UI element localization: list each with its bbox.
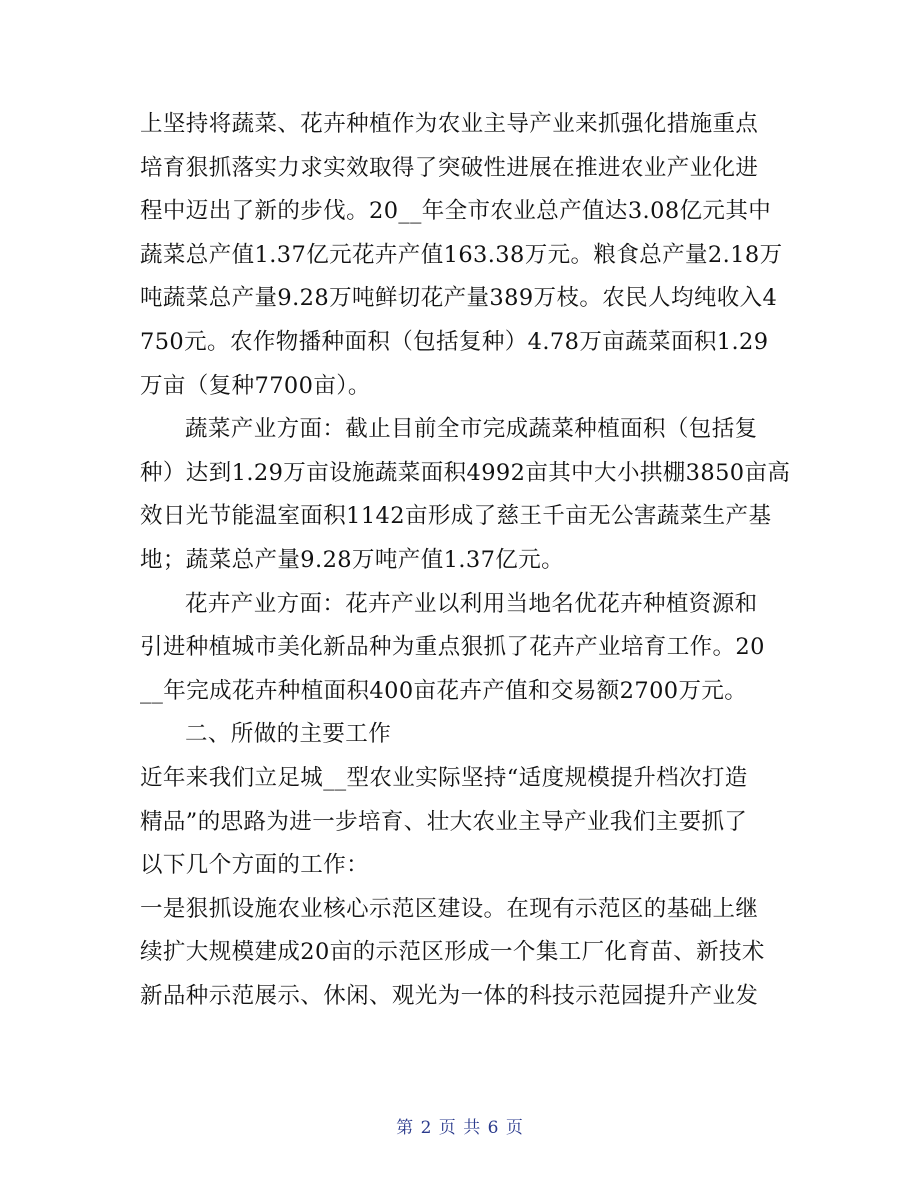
text-line: 上坚持将蔬菜、花卉种植作为农业主导产业来抓强化措施重点 — [140, 111, 759, 137]
text-line: 培育狠抓落实力求实效取得了突破性进展在推进农业产业化进 — [140, 154, 759, 181]
text-line: 地；蔬菜总产量9.28万吨产值1.37亿元。 — [140, 546, 564, 573]
text-line: __年完成花卉种植面积400亩花卉产值和交易额2700万元。 — [140, 677, 748, 704]
text-line: 程中迈出了新的步伐。20__年全市农业总产值达3.08亿元其中 — [140, 198, 772, 225]
text-line: 万亩（复种7700亩）。 — [140, 372, 371, 399]
text-line: 吨蔬菜总产量9.28万吨鲜切花产量389万枝。农民人均纯收入4 — [140, 285, 778, 312]
page-footer — [0, 1113, 920, 1138]
paragraph-start-line: 花卉产业方面：花卉产业以利用当地名优花卉种植资源和 — [185, 590, 758, 617]
text-line: 以下几个方面的工作： — [140, 852, 370, 879]
text-line: 近年来我们立足城__型农业实际坚持“适度规模提升档次打造 — [140, 764, 748, 791]
text-line: 一是狠抓设施农业核心示范区建设。在现有示范区的基础上继 — [140, 895, 759, 922]
text-line: 引进种植城市美化新品种为重点狠抓了花卉产业培育工作。20 — [140, 634, 765, 661]
text-line: 新品种示范展示、休闲、观光为一体的科技示范园提升产业发 — [140, 982, 759, 1009]
text-line: 续扩大规模建成20亩的示范区形成一个集工厂化育苗、新技术 — [140, 939, 765, 966]
page-number-label: 第 2 页 共 6 页 — [396, 1118, 524, 1138]
text-line: 750元。农作物播种面积（包括复种）4.78万亩蔬菜面积1.29 — [140, 328, 769, 355]
text-line: 蔬菜总产值1.37亿元花卉产值163.38万元。粮食总产量2.18万 — [140, 241, 783, 268]
text-line: 种）达到1.29万亩设施蔬菜面积4992亩其中大小拱棚3850亩高 — [140, 459, 791, 486]
text-line: 精品”的思路为进一步培育、壮大农业主导产业我们主要抓了 — [140, 808, 748, 835]
paragraph-start-line: 蔬菜产业方面：截止目前全市完成蔬菜种植面积（包括复 — [185, 416, 758, 443]
text-line: 效日光节能温室面积1142亩形成了慈王千亩无公害蔬菜生产基 — [140, 503, 772, 530]
document-body — [140, 103, 791, 1018]
section-heading: 二、所做的主要工作 — [185, 721, 392, 748]
